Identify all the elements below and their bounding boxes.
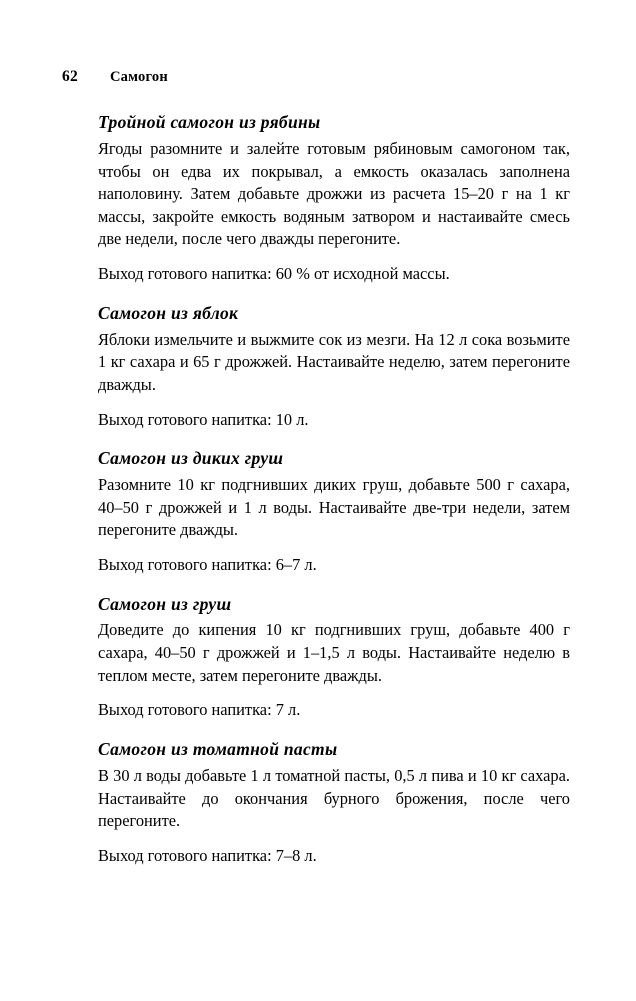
recipe-body: Доведите до кипения 10 кг подгнивших груш, добавьте 400 г сахара, 40–50 г дрожжей и 1–1,5 л воды. Настаивайте неделю в теплом месте, затем перегоните дважды. <box>98 620 570 685</box>
recipe-section <box>98 303 570 431</box>
recipe-yield: Выход готового напитка: 7–8 л. <box>98 845 317 865</box>
page-number: 62 <box>62 68 78 85</box>
recipe-body: Разомните 10 кг подгнивших диких груш, добавьте 500 г сахара, 40–50 г дрожжей и 1 л воды. Настаивайте две-три недели, затем перегоните дважды. <box>98 475 570 540</box>
page-header <box>62 68 168 86</box>
recipe-title: Самогон из томатной пасты <box>98 739 338 760</box>
recipe-yield: Выход готового напитка: 7 л. <box>98 700 301 720</box>
recipe-body: Яблоки измельчите и выжмите сок из мезги. На 12 л сока возьмите 1 кг сахара и 65 г дрожжей. Настаивайте неделю, затем перегоните дважды. <box>98 329 570 394</box>
recipe-title: Самогон из диких груш <box>98 448 284 469</box>
recipe-title: Самогон из груш <box>98 593 232 614</box>
recipe-section <box>98 594 570 722</box>
recipe-yield: Выход готового напитка: 6–7 л. <box>98 554 317 574</box>
recipe-section <box>98 739 570 867</box>
recipe-yield: Выход готового напитка: 60 % от исходной массы. <box>98 264 450 284</box>
recipe-body: Ягоды разомните и залейте готовым рябиновым самогоном так, чтобы он едва их покрывал, а емкость оказалась заполнена наполовину. Затем добавьте дрожжи из расчета 15–20 г на 1 кг массы, закройте емкость водяным затвором и настаивайте смесь две недели, после чего дважды перегоните. <box>98 138 570 249</box>
book-title: Самогон <box>110 69 168 85</box>
page-content <box>98 112 570 884</box>
recipe-yield: Выход готового напитка: 10 л. <box>98 409 309 429</box>
recipe-title: Тройной самогон из рябины <box>98 112 321 132</box>
recipe-title: Самогон из яблок <box>98 302 239 323</box>
recipe-body: В 30 л воды добавьте 1 л томатной пасты, 0,5 л пива и 10 кг сахара. Настаивайте до окончания бурного брожения, после чего перегоните. <box>98 765 570 831</box>
recipe-section <box>98 112 570 286</box>
recipe-section <box>98 448 570 576</box>
